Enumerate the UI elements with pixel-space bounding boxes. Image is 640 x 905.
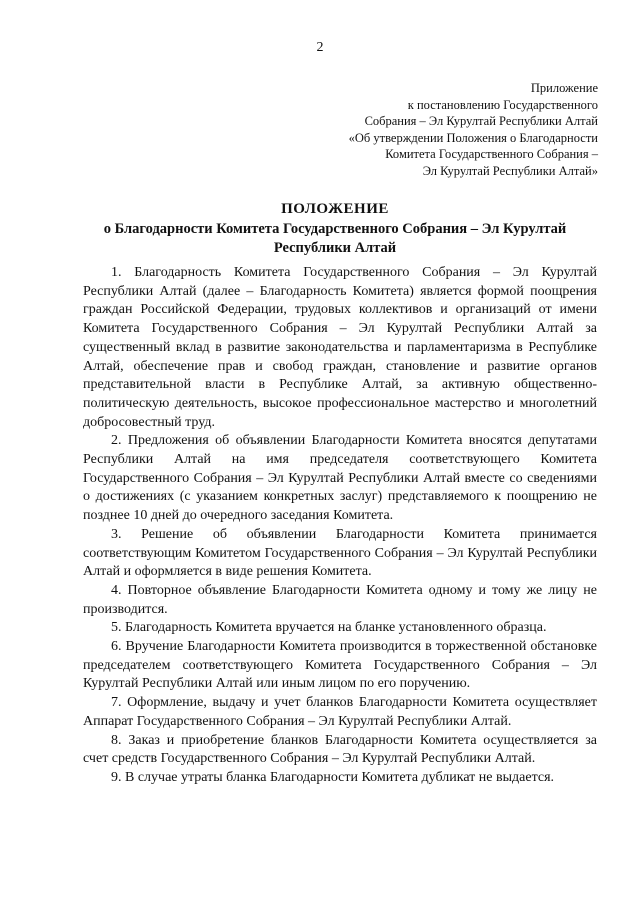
title-main: ПОЛОЖЕНИЕ (281, 201, 389, 217)
document-body (83, 264, 597, 788)
paragraph-4: 4. Повторное объявление Благодарности Комитета одному и тому же лицу не производится. (83, 582, 597, 617)
paragraph-7: 7. Оформление, выдачу и учет бланков Благодарности Комитета осуществляет Аппарат Государственного Собрания – Эл Курултай Республики Алтай. (83, 695, 597, 729)
appendix-line: Собрания – Эл Курултай Республики Алтай (364, 114, 598, 128)
paragraph-5: 5. Благодарность Комитета вручается на бланке установленного образца. (111, 620, 547, 636)
paragraph-2: 2. Предложения об объявлении Благодарности Комитета вносятся депутатами Республики Алтай на имя председателя соответствующего Комитета Государственного Собрания – Эл Курултай Республики Алтай вместе со сведениями о достижениях (с указанием конкретных заслуг) представляемого к поощрению не позднее 10 дней до очередного заседания Комитета. (83, 433, 597, 524)
appendix-header (349, 80, 598, 179)
paragraph-8: 8. Заказ и приобретение бланков Благодарности Комитета осуществляется за счет средств Государственного Собрания – Эл Курултай Республики Алтай. (83, 732, 597, 767)
paragraph-3: 3. Решение об объявлении Благодарности Комитета принимается соответствующим Комитетом Государственного Собрания – Эл Курултай Республики Алтай и оформляется в виде решения Комитета. (83, 526, 597, 580)
appendix-line: Эл Курултай Республики Алтай» (422, 163, 598, 178)
appendix-line: «Об утверждении Положения о Благодарности (348, 130, 598, 145)
paragraph-1: 1. Благодарность Комитета Государственного Собрания – Эл Курултай Республики Алтай (далее – Благодарность Комитета) является формой поощрения граждан Российской Федерации, трудовых коллективов и организаций от имени Комитета Государственного Собрания – Эл Курултай Республики Алтай за существенный вклад в развитие законодательства и парламентаризма в Республике Алтай, обеспечение прав и свобод граждан, становление и развитие органов представительной власти в Республике Алтай, за активную общественно-политическую деятельность, высокое профессиональное мастерство и многолетний добросовестный труд. (83, 265, 597, 430)
appendix-line: к постановлению Государственного (407, 97, 598, 112)
appendix-line: Комитета Государственного Собрания – (385, 147, 598, 161)
paragraph-9: 9. В случае утраты бланка Благодарности Комитета дубликат не выдается. (111, 769, 555, 785)
title-subtitle: о Благодарности Комитета Государственного Собрания – Эл Курултай Республики Алтай (103, 221, 567, 256)
appendix-line: Приложение (530, 81, 598, 95)
document-title (70, 200, 600, 258)
page-number: 2 (316, 40, 324, 55)
paragraph-6: 6. Вручение Благодарности Комитета производится в торжественной обстановке председателем соответствующего Комитета Государственного Собрания – Эл Курултай Республики Алтай или иным лицом по его поручению. (83, 639, 597, 692)
